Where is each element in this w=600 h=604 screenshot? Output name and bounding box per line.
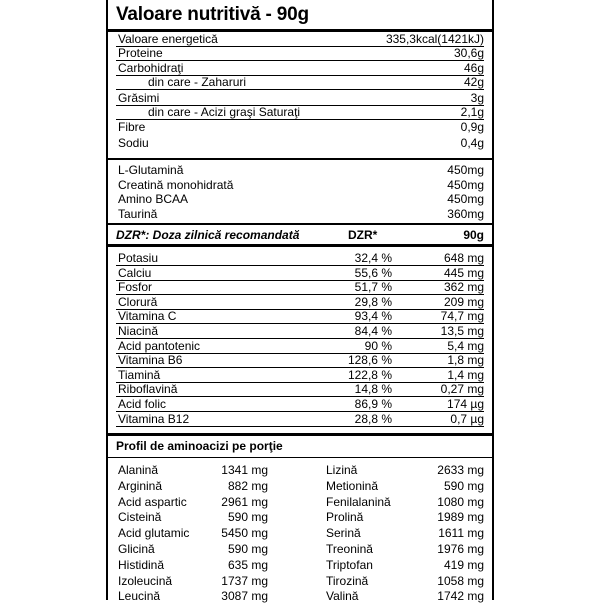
additive-name: Amino BCAA (118, 192, 189, 206)
mineral-name: Acid pantotenic (118, 338, 201, 353)
nutrient-name: din care - Zaharuri (148, 75, 247, 89)
amino-name: Valină (326, 589, 359, 604)
amino-value: 1989 mg (437, 510, 484, 525)
additive-value: 450mg (447, 163, 484, 177)
nutrient-value: 42g (463, 75, 484, 89)
mineral-row (108, 383, 492, 397)
additive-name: Taurină (118, 206, 158, 221)
amino-name: Treonină (326, 542, 373, 556)
nutrient-row (108, 62, 492, 76)
mineral-amount: 13,5 mg (440, 324, 484, 338)
mineral-dzr: 29,8 % (354, 294, 392, 309)
dzr-header-col-dzr: DZR* (348, 228, 378, 242)
nutrient-row (108, 76, 492, 90)
additives-divider (108, 223, 492, 225)
amino-value: 1742 mg (437, 589, 484, 604)
dzr-header-col-amount: 90g (463, 228, 484, 242)
mineral-name: Potasiu (118, 251, 159, 265)
amino-value: 419 mg (443, 557, 484, 572)
nutrient-name: Proteine (118, 46, 163, 60)
mineral-row (108, 310, 492, 324)
mineral-name: Vitamina C (118, 309, 177, 324)
amino-value: 5450 mg (221, 526, 268, 541)
amino-name: Leucină (118, 589, 161, 604)
row-underline (116, 89, 484, 90)
mineral-amount: 174 µg (447, 397, 484, 411)
mineral-dzr: 84,4 % (354, 324, 392, 338)
mineral-amount: 5,4 mg (447, 338, 484, 353)
nutrient-value: 30,6g (453, 46, 484, 60)
additive-name: L-Glutamină (118, 163, 184, 177)
mineral-dzr: 14,8 % (354, 382, 392, 397)
nutrient-value: 0,4g (460, 136, 484, 150)
amino-value: 1058 mg (437, 573, 484, 588)
amino-value: 590 mg (443, 478, 484, 493)
nutrient-row (108, 121, 492, 135)
mineral-name: Calciu (118, 265, 152, 280)
amino-name: Fenilalanină (326, 494, 391, 509)
amino-name: Acid glutamic (118, 526, 190, 541)
mineral-row (108, 413, 492, 427)
amino-value: 1976 mg (437, 542, 484, 556)
amino-name: Izoleucină (118, 573, 173, 588)
mineral-row (108, 325, 492, 339)
nutrient-value: 3g (470, 91, 484, 105)
dzr-header (108, 229, 492, 243)
amino-value: 590 mg (227, 510, 268, 525)
additive-row (108, 179, 492, 193)
mineral-amount: 209 mg (443, 294, 484, 309)
row-underline (116, 426, 484, 427)
mineral-row (108, 340, 492, 354)
amino-name: Alanină (118, 463, 159, 477)
amino-name: Histidină (118, 557, 165, 572)
nutrition-label (106, 0, 494, 604)
mineral-dzr: 90 % (364, 338, 392, 353)
amino-divider (108, 457, 492, 458)
nutrient-value: 335,3kcal(1421kJ) (385, 32, 484, 46)
mineral-row (108, 369, 492, 383)
dzr-header-label: DZR*: Doza zilnică recomandată (116, 228, 300, 242)
mineral-dzr: 93,4 % (354, 309, 392, 324)
mineral-name: Fosfor (118, 280, 153, 295)
mineral-row (108, 281, 492, 295)
nutrient-row (108, 137, 492, 151)
nutrient-row (108, 92, 492, 106)
amino-value: 1737 mg (221, 573, 268, 588)
mineral-row (108, 354, 492, 368)
amino-title: Profil de aminoacizi pe porţie (116, 439, 283, 453)
amino-value: 2961 mg (221, 494, 268, 509)
amino-value: 1611 mg (438, 526, 484, 541)
mineral-row (108, 267, 492, 281)
mineral-name: Riboflavină (118, 382, 178, 397)
mineral-name: Niacină (118, 324, 159, 338)
mineral-amount: 74,7 mg (440, 309, 484, 324)
amino-value: 2633 mg (437, 463, 484, 477)
minerals-divider (108, 433, 492, 436)
mineral-amount: 362 mg (443, 280, 484, 295)
mineral-name: Vitamina B6 (118, 353, 183, 368)
nutrient-name: Sodiu (118, 136, 149, 150)
additive-row (108, 164, 492, 178)
mineral-dzr: 28,8 % (354, 411, 392, 426)
dzr-divider (108, 244, 492, 247)
mineral-dzr: 128,6 % (347, 353, 392, 368)
additive-row (108, 193, 492, 207)
nutrient-row (108, 106, 492, 120)
additive-value: 450mg (447, 192, 484, 206)
amino-value: 1341 mg (221, 463, 268, 477)
mineral-dzr: 122,8 % (347, 367, 392, 382)
amino-name: Metionină (326, 478, 379, 493)
amino-name: Lizină (326, 463, 358, 477)
nutrient-row (108, 33, 492, 47)
amino-value: 590 mg (227, 542, 268, 556)
nutrient-name: Grăsimi (118, 91, 160, 105)
mineral-dzr: 86,9 % (354, 397, 392, 411)
mineral-dzr: 32,4 % (354, 251, 392, 265)
mineral-amount: 445 mg (443, 265, 484, 280)
nutrient-name: Fibre (118, 120, 146, 134)
mineral-name: Tiamină (118, 367, 161, 382)
nutrient-name: Valoare energetică (118, 32, 218, 46)
label-title: Valoare nutritivă - 90g (116, 4, 309, 25)
nutrient-name: din care - Acizi graşi Saturaţi (148, 105, 301, 119)
amino-name: Glicină (118, 542, 155, 556)
amino-name: Arginină (118, 478, 163, 493)
nutrient-row (108, 47, 492, 61)
mineral-row (108, 252, 492, 266)
additive-value: 360mg (447, 206, 484, 221)
mineral-name: Clorură (118, 294, 158, 309)
amino-header (108, 440, 492, 454)
mineral-row (108, 398, 492, 412)
row-underline (116, 119, 484, 120)
mineral-name: Acid folic (118, 397, 167, 411)
amino-value: 1080 mg (437, 494, 484, 509)
amino-name: Prolină (326, 510, 364, 525)
mineral-name: Vitamina B12 (118, 411, 190, 426)
mineral-amount: 1,4 mg (447, 367, 484, 382)
mineral-amount: 0,27 mg (440, 382, 484, 397)
nutrient-name: Carbohidraţi (118, 61, 184, 75)
amino-name: Acid aspartic (118, 494, 187, 509)
additive-row (108, 208, 492, 222)
mineral-amount: 0,7 µg (450, 411, 484, 426)
mineral-row (108, 296, 492, 310)
additive-name: Creatină monohidrată (118, 177, 234, 192)
mineral-dzr: 51,7 % (354, 280, 392, 295)
amino-name: Tirozină (326, 573, 369, 588)
amino-name: Serină (326, 526, 361, 541)
amino-name: Triptofan (326, 557, 373, 572)
nutrient-value: 2,1g (460, 105, 484, 119)
nutrient-value: 46g (463, 61, 484, 75)
additive-value: 450mg (447, 177, 484, 192)
amino-name: Cisteină (118, 510, 162, 525)
amino-value: 3087 mg (221, 589, 268, 604)
amino-value: 635 mg (227, 557, 268, 572)
nutrients-divider (108, 158, 492, 160)
mineral-amount: 1,8 mg (447, 353, 484, 368)
mineral-dzr: 55,6 % (354, 265, 392, 280)
nutrient-value: 0,9g (460, 120, 484, 134)
amino-value: 882 mg (227, 478, 268, 493)
mineral-amount: 648 mg (443, 251, 484, 265)
